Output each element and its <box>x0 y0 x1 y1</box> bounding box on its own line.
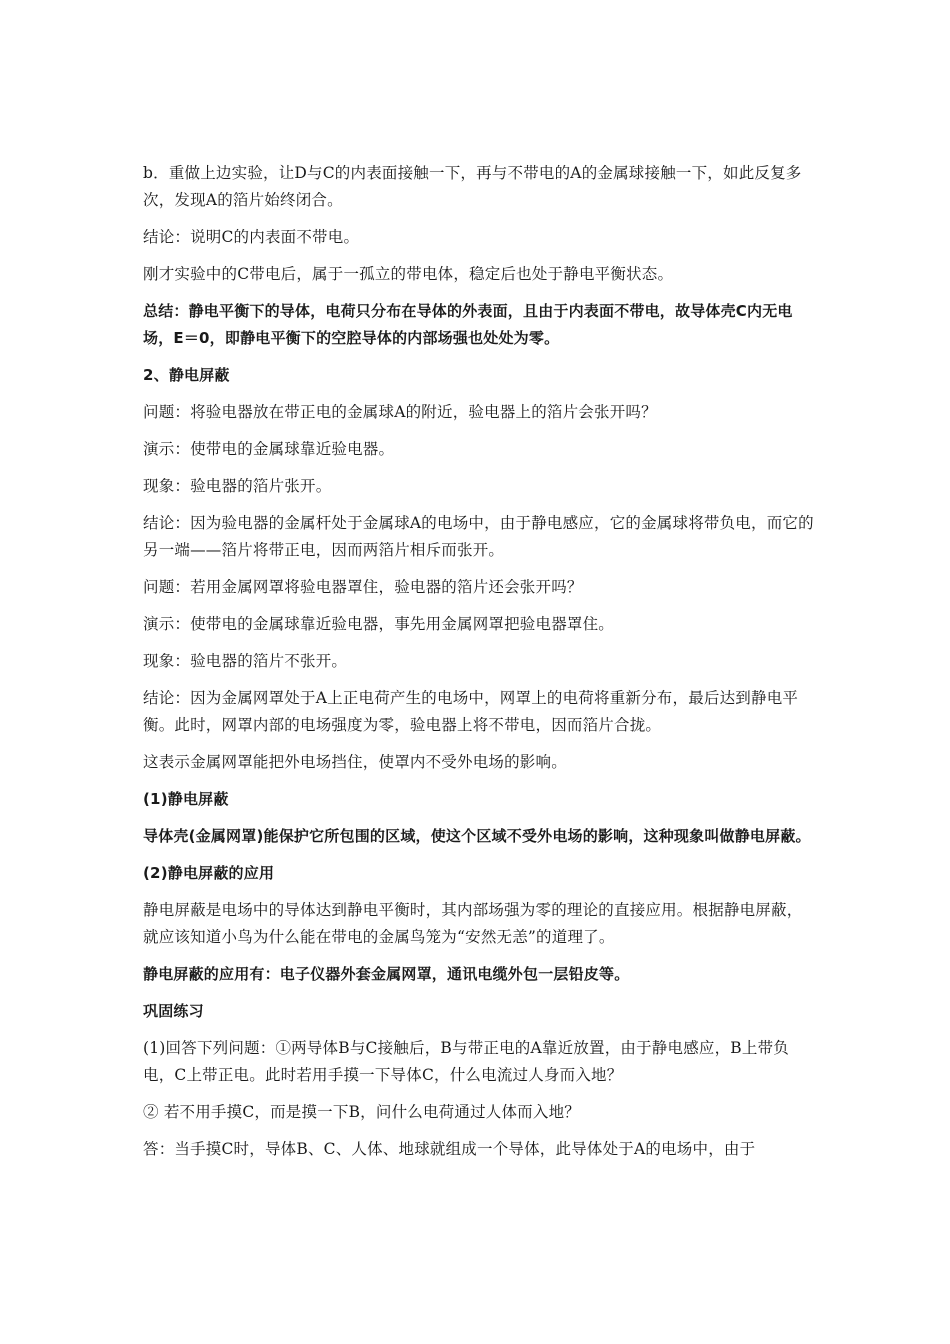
paragraph-practice-question-2: ② 若不用手摸C，而是摸一下B，问什么电荷通过人体而入地？ <box>143 1103 580 1121</box>
paragraph-demo-1: 演示：使带电的金属球靠近验电器。 <box>143 440 395 458</box>
paragraph-question-1: 问题：将验电器放在带正电的金属球A的附近，验电器上的箔片会张开吗？ <box>143 403 657 421</box>
paragraph-demo-2: 演示：使带电的金属球靠近验电器，事先用金属网罩把验电器罩住。 <box>143 615 615 633</box>
paragraph-question-2: 问题：若用金属网罩将验电器罩住，验电器的箔片还会张开吗？ <box>143 578 583 596</box>
paragraph-practice-question-1: (1)回答下列问题：①两导体B与C接触后，B与带正电的A靠近放置，由于静电感应，B上带负电，C上带正电。此时若用手摸一下导体C，什么电流过人身而入地？ <box>143 1039 789 1084</box>
paragraph-shielding-explanation: 这表示金属网罩能把外电场挡住，使罩内不受外电场的影响。 <box>143 753 567 771</box>
subheading-shielding: (1)静电屏蔽 <box>143 790 229 808</box>
paragraph-applications-list: 静电屏蔽的应用有：电子仪器外套金属网罩，通讯电缆外包一层铅皮等。 <box>143 965 630 983</box>
paragraph-shielding-definition: 导体壳(金属网罩)能保护它所包围的区域，使这个区域不受外电场的影响，这种现象叫做静电屏蔽。 <box>143 827 811 845</box>
paragraph-shielding-theory: 静电屏蔽是电场中的导体达到静电平衡时，其内部场强为零的理论的直接应用。根据静电屏蔽，就应该知道小鸟为什么能在带电的金属鸟笼为“安然无恙”的道理了。 <box>143 901 803 946</box>
paragraph-phenomenon-1: 现象：验电器的箔片张开。 <box>143 477 332 495</box>
document-page <box>143 160 815 1173</box>
paragraph-experiment-b: b．重做上边实验，让D与C的内表面接触一下，再与不带电的A的金属球接触一下，如此反复多次，发现A的箔片始终闭合。 <box>143 164 802 209</box>
heading-practice: 巩固练习 <box>143 1002 204 1020</box>
paragraph-phenomenon-2: 现象：验电器的箔片不张开。 <box>143 652 348 670</box>
paragraph-conclusion-2: 结论：因为金属网罩处于A上正电荷产生的电场中，网罩上的电荷将重新分布，最后达到静电平衡。此时，网罩内部的电场强度为零，验电器上将不带电，因而箔片合拢。 <box>143 689 799 734</box>
paragraph-answer: 答：当手摸C时，导体B、C、人体、地球就组成一个导体，此导体处于A的电场中，由于 <box>143 1140 756 1158</box>
paragraph-conclusion-1: 结论：因为验电器的金属杆处于金属球A的电场中，由于静电感应，它的金属球将带负电，而它的另一端——箔片将带正电，因而两箔片相斥而张开。 <box>143 514 814 559</box>
subheading-shielding-applications: (2)静电屏蔽的应用 <box>143 864 275 882</box>
section-heading-electrostatic-shielding: 2、静电屏蔽 <box>143 366 230 384</box>
paragraph-summary: 总结：静电平衡下的导体，电荷只分布在导体的外表面，且由于内表面不带电，故导体壳C内无电场，E＝0，即静电平衡下的空腔导体的内部场强也处处为零。 <box>143 302 793 347</box>
paragraph-isolated-charged-body: 刚才实验中的C带电后，属于一孤立的带电体，稳定后也处于静电平衡状态。 <box>143 265 674 283</box>
paragraph-conclusion-inner-surface: 结论：说明C的内表面不带电。 <box>143 228 360 246</box>
